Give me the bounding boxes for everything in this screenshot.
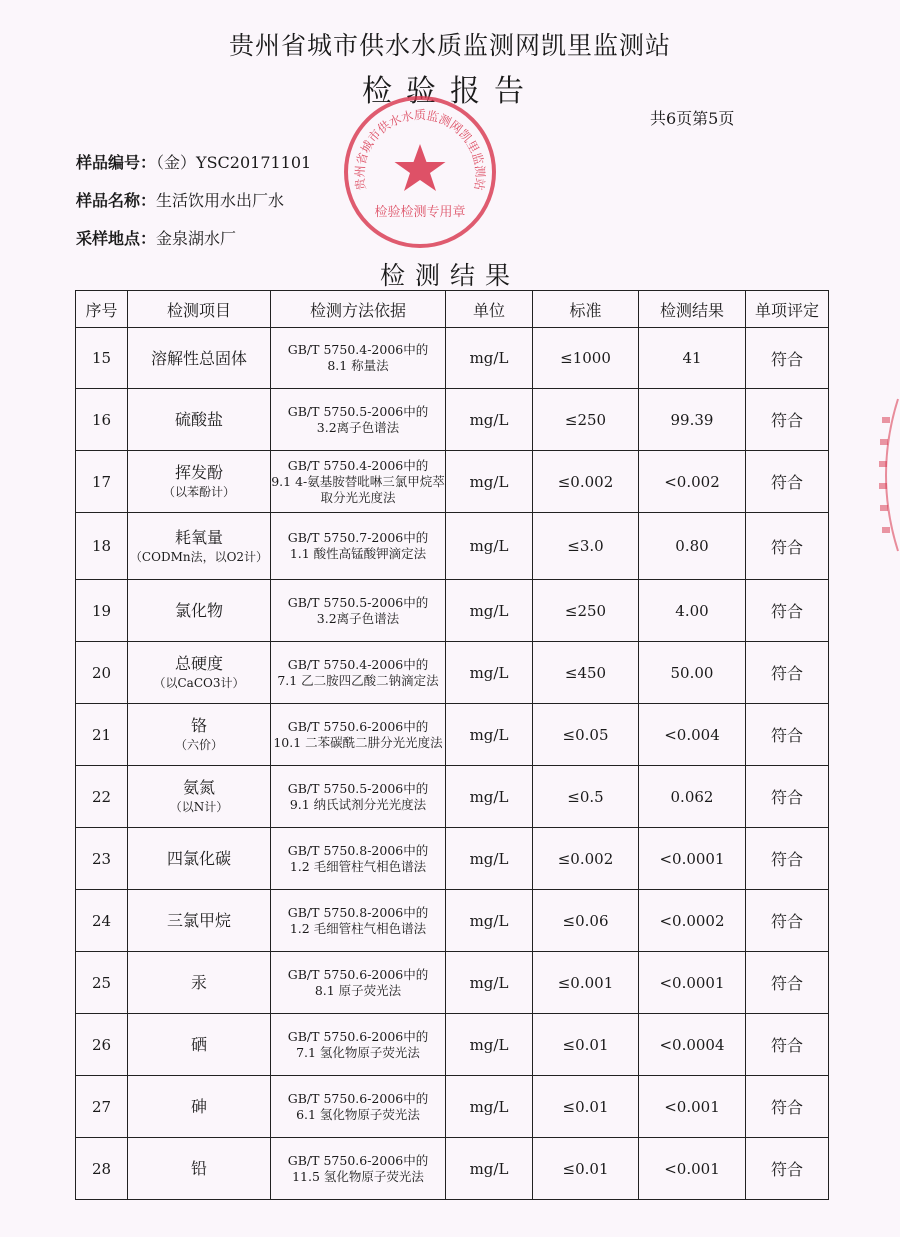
evaluation-cell: 符合 (746, 580, 829, 642)
row-number: 22 (76, 766, 128, 828)
result-cell: 0.062 (639, 766, 746, 828)
evaluation-cell: 符合 (746, 1014, 829, 1076)
table-row (76, 890, 829, 952)
item-name: 溶解性总固体 (150, 348, 247, 368)
sample-id-value: （金）YSC20171101 (156, 153, 312, 172)
evaluation-cell: 符合 (746, 513, 829, 580)
method-cell (271, 580, 446, 642)
col-header-unit: 单位 (446, 291, 533, 328)
sample-name-label: 样品名称： (76, 191, 157, 210)
evaluation-cell: 符合 (746, 1138, 829, 1200)
item-note: （六价） (174, 738, 223, 752)
item-note: （CODMn法，以O2计） (129, 549, 269, 564)
standard-cell: ≤0.01 (533, 1138, 639, 1200)
method-cell (271, 451, 446, 513)
unit-cell: mg/L (446, 580, 533, 642)
evaluation-cell: 符合 (746, 952, 829, 1014)
row-number: 21 (76, 704, 128, 766)
result-cell: <0.001 (639, 1076, 746, 1138)
result-cell: <0.004 (639, 704, 746, 766)
table-row (76, 952, 829, 1014)
unit-cell: mg/L (446, 328, 533, 389)
method-procedure: 8.1 称量法 (327, 358, 389, 373)
evaluation-cell: 符合 (746, 890, 829, 952)
unit-cell: mg/L (446, 704, 533, 766)
method-procedure: 10.1 二苯碳酰二肼分光光度法 (273, 734, 443, 750)
method-procedure: 6.1 氢化物原子荧光法 (296, 1106, 420, 1122)
unit-cell: mg/L (446, 1138, 533, 1200)
sample-name-value: 生活饮用水出厂水 (156, 191, 285, 210)
method-standard: GB/T 5750.5-2006中的 (287, 780, 429, 796)
item-name: 四氯化碳 (166, 849, 231, 868)
method-cell (271, 1076, 446, 1138)
item-cell (128, 642, 271, 704)
result-cell: 4.00 (639, 580, 746, 642)
col-header-result: 检测结果 (639, 291, 746, 328)
method-procedure: 7.1 氢化物原子荧光法 (296, 1044, 420, 1060)
evaluation-cell: 符合 (746, 642, 829, 704)
table-row (76, 828, 829, 890)
item-cell (128, 952, 271, 1014)
standard-cell: ≤0.002 (533, 828, 639, 890)
row-number: 15 (76, 328, 128, 389)
standard-cell: ≤450 (533, 642, 639, 704)
star-icon (395, 144, 446, 191)
sample-id-label: 样品编号： (76, 153, 157, 172)
row-number: 19 (76, 580, 128, 642)
evaluation-cell: 符合 (746, 766, 829, 828)
result-cell: <0.0002 (639, 890, 746, 952)
results-table (75, 290, 829, 1200)
table-row (76, 513, 829, 580)
unit-cell: mg/L (446, 890, 533, 952)
method-cell (271, 642, 446, 704)
method-cell (271, 389, 446, 451)
evaluation-cell: 符合 (746, 451, 829, 513)
item-note: （以CaCO3计） (153, 676, 245, 690)
method-cell (271, 328, 446, 389)
method-cell (271, 704, 446, 766)
sample-site-row (76, 226, 236, 249)
result-cell: 41 (639, 328, 746, 389)
item-name: 汞 (190, 973, 207, 992)
method-procedure: 11.5 氢化物原子荧光法 (292, 1168, 424, 1184)
table-row (76, 1138, 829, 1200)
edge-seal-fragment (868, 395, 900, 555)
item-name: 砷 (190, 1097, 207, 1116)
unit-cell: mg/L (446, 513, 533, 580)
unit-cell: mg/L (446, 952, 533, 1014)
item-cell (128, 766, 271, 828)
col-header-no: 序号 (76, 291, 128, 328)
method-cell (271, 952, 446, 1014)
standard-cell: ≤0.01 (533, 1076, 639, 1138)
item-cell (128, 389, 271, 451)
seal-bottom-text: 检验检测专用章 (374, 205, 466, 220)
item-name: 氨氮 (182, 778, 215, 797)
page-number: 共6页第5页 (650, 109, 735, 128)
item-name: 硒 (190, 1035, 207, 1054)
method-standard: GB/T 5750.8-2006中的 (287, 842, 429, 858)
unit-cell: mg/L (446, 1014, 533, 1076)
method-standard: GB/T 5750.6-2006中的 (287, 1152, 429, 1168)
method-standard: GB/T 5750.6-2006中的 (287, 966, 429, 982)
organization-title: 贵州省城市供水水质监测网凯里监测站 (228, 31, 671, 60)
sample-name-row (76, 188, 284, 211)
evaluation-cell: 符合 (746, 328, 829, 389)
standard-cell: ≤250 (533, 580, 639, 642)
method-cell (271, 766, 446, 828)
table-row (76, 451, 829, 513)
method-procedure: 3.2离子色谱法 (316, 419, 400, 435)
item-cell (128, 1014, 271, 1076)
item-cell (128, 328, 271, 389)
item-name: 三氯甲烷 (166, 911, 231, 930)
method-cell (271, 1014, 446, 1076)
row-number: 27 (76, 1076, 128, 1138)
item-note: （以N计） (169, 800, 229, 814)
table-row (76, 1076, 829, 1138)
item-cell (128, 890, 271, 952)
unit-cell: mg/L (446, 1076, 533, 1138)
result-cell: <0.002 (639, 451, 746, 513)
method-cell (271, 513, 446, 580)
col-header-item: 检测项目 (128, 291, 271, 328)
row-number: 17 (76, 451, 128, 513)
unit-cell: mg/L (446, 451, 533, 513)
item-cell (128, 1076, 271, 1138)
report-title: 检验报告 (362, 74, 538, 109)
method-procedure: 8.1 原子荧光法 (314, 982, 402, 998)
method-standard: GB/T 5750.4-2006中的 (287, 342, 429, 357)
item-cell (128, 513, 271, 580)
item-cell (128, 451, 271, 513)
section-title: 检测结果 (379, 261, 520, 290)
row-number: 26 (76, 1014, 128, 1076)
official-seal-stamp (340, 92, 500, 252)
sample-id-row (76, 150, 311, 173)
result-cell: 50.00 (639, 642, 746, 704)
standard-cell: ≤0.002 (533, 451, 639, 513)
table-row (76, 580, 829, 642)
row-number: 24 (76, 890, 128, 952)
col-header-evaluation: 单项评定 (746, 291, 829, 328)
table-row (76, 389, 829, 451)
result-cell: <0.001 (639, 1138, 746, 1200)
item-cell (128, 828, 271, 890)
unit-cell: mg/L (446, 389, 533, 451)
method-procedure: 1.1 酸性高锰酸钾滴定法 (289, 546, 427, 561)
method-cell (271, 890, 446, 952)
table-row (76, 766, 829, 828)
seal-arc-text: 贵州省城市供水水质监测网凯里监测站 (352, 108, 488, 192)
item-cell (128, 1138, 271, 1200)
item-name: 硫酸盐 (174, 410, 223, 429)
method-standard: GB/T 5750.6-2006中的 (287, 1090, 429, 1106)
item-name: 铅 (190, 1159, 207, 1178)
row-number: 28 (76, 1138, 128, 1200)
method-standard: GB/T 5750.7-2006中的 (287, 530, 429, 545)
method-standard: GB/T 5750.8-2006中的 (287, 904, 429, 920)
item-name: 铬 (190, 716, 207, 735)
method-procedure: 1.2 毛细管柱气相色谱法 (289, 920, 427, 936)
item-name: 总硬度 (174, 654, 223, 673)
method-procedure: 7.1 乙二胺四乙酸二钠滴定法 (277, 672, 439, 688)
table-row (76, 704, 829, 766)
method-procedure: 3.2离子色谱法 (316, 610, 400, 626)
table-header-row (76, 291, 829, 328)
col-header-method: 检测方法依据 (271, 291, 446, 328)
method-cell (271, 1138, 446, 1200)
item-name: 耗氧量 (174, 527, 223, 547)
method-standard: GB/T 5750.6-2006中的 (287, 718, 429, 734)
evaluation-cell: 符合 (746, 1076, 829, 1138)
item-name: 挥发酚 (174, 463, 223, 482)
method-cell (271, 828, 446, 890)
col-header-standard: 标准 (533, 291, 639, 328)
item-name: 氯化物 (174, 601, 223, 620)
standard-cell: ≤0.06 (533, 890, 639, 952)
row-number: 23 (76, 828, 128, 890)
row-number: 25 (76, 952, 128, 1014)
method-standard: GB/T 5750.5-2006中的 (287, 594, 429, 610)
table-row (76, 1014, 829, 1076)
sample-site-value: 金泉湖水厂 (156, 229, 237, 248)
evaluation-cell: 符合 (746, 828, 829, 890)
standard-cell: ≤0.5 (533, 766, 639, 828)
standard-cell: ≤3.0 (533, 513, 639, 580)
table-row (76, 642, 829, 704)
standard-cell: ≤0.001 (533, 952, 639, 1014)
result-cell: <0.0001 (639, 952, 746, 1014)
item-cell (128, 580, 271, 642)
item-note: （以苯酚计） (162, 485, 235, 499)
unit-cell: mg/L (446, 766, 533, 828)
standard-cell: ≤250 (533, 389, 639, 451)
row-number: 18 (76, 513, 128, 580)
method-procedure: 9.1 4-氨基胺替吡啉三氯甲烷萃取分光光度法 (271, 473, 445, 505)
unit-cell: mg/L (446, 828, 533, 890)
evaluation-cell: 符合 (746, 389, 829, 451)
table-row (76, 328, 829, 389)
method-procedure: 9.1 纳氏试剂分光光度法 (289, 796, 427, 812)
sample-site-label: 采样地点： (76, 229, 157, 248)
standard-cell: ≤0.05 (533, 704, 639, 766)
row-number: 20 (76, 642, 128, 704)
standard-cell: ≤0.01 (533, 1014, 639, 1076)
result-cell: <0.0001 (639, 828, 746, 890)
evaluation-cell: 符合 (746, 704, 829, 766)
method-standard: GB/T 5750.6-2006中的 (287, 1028, 429, 1044)
unit-cell: mg/L (446, 642, 533, 704)
standard-cell: ≤1000 (533, 328, 639, 389)
result-cell: <0.0004 (639, 1014, 746, 1076)
item-cell (128, 704, 271, 766)
method-standard: GB/T 5750.4-2006中的 (287, 457, 429, 473)
result-cell: 0.80 (639, 513, 746, 580)
method-standard: GB/T 5750.5-2006中的 (287, 403, 429, 419)
method-procedure: 1.2 毛细管柱气相色谱法 (289, 858, 427, 874)
method-standard: GB/T 5750.4-2006中的 (287, 656, 429, 672)
result-cell: 99.39 (639, 389, 746, 451)
row-number: 16 (76, 389, 128, 451)
